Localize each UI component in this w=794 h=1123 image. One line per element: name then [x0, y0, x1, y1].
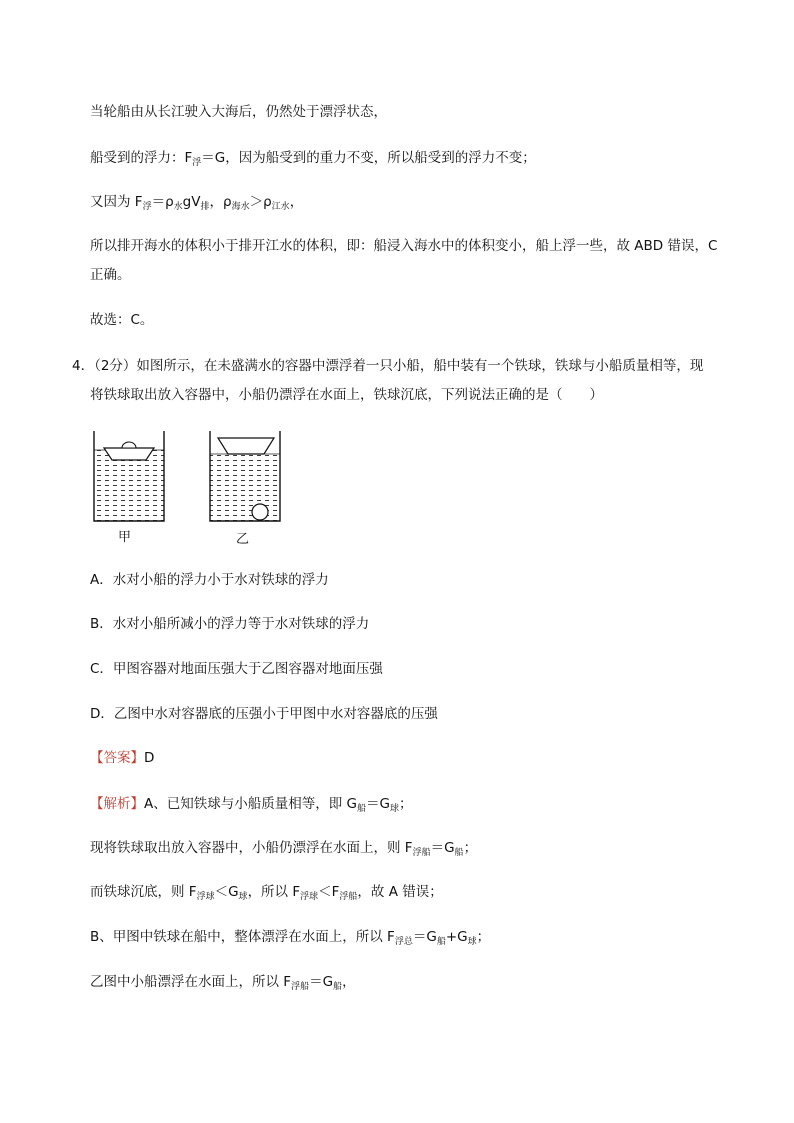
analysis-line-5: 乙图中小船漂浮在水面上，所以 $F_{浮船}=G_船$， [90, 974, 356, 992]
option-c: C．甲图容器对地面压强大于乙图容器对地面压强 [90, 661, 383, 677]
answer-tag: 【答案】 [90, 750, 144, 766]
figure-label-yi: 乙 [236, 532, 250, 547]
option-d: D．乙图中水对容器底的压强小于甲图中水对容器底的压强 [90, 706, 438, 722]
question-number: 4． [72, 358, 95, 374]
boat-jia [104, 448, 154, 460]
option-a: A．水对小船的浮力小于水对铁球的浮力 [90, 572, 329, 588]
analysis-line-2: 现将铁球取出放入容器中，小船仍漂浮在水面上，则 $F_{浮船}=G_船$； [90, 840, 478, 858]
solution-line-3: 又因为 $F_浮=\rho_水gV_排$，$\rho_{海水}>\rho_{江水}$， [90, 194, 304, 212]
solution-line-4: 所以排开海水的体积小于排开江水的体积，即：船浸入海水中的体积变小，船上浮一些，故 ABD 错误，C [90, 238, 718, 254]
option-b: B．水对小船所减小的浮力等于水对铁球的浮力 [90, 616, 370, 632]
water-jia [94, 450, 164, 521]
boat-yi [218, 438, 274, 454]
iron-ball-in-boat [122, 442, 136, 448]
iron-ball-sunk [252, 504, 268, 520]
solution-line-4-cont: 正确。 [90, 267, 131, 283]
analysis-line-4: B、甲图中铁球在船中，整体漂浮在水面上，所以 $F_{浮总}=G_船+G_球$； [90, 929, 491, 947]
analysis-line-3: 而铁球沉底，则 $F_{浮球}<G_球$，所以 $F_{浮球}<F_{浮船}$，故 A 错误； [90, 884, 443, 902]
answer-line [90, 748, 154, 768]
question-figure [88, 428, 288, 552]
question-line-2: 将铁球取出放入容器中，小船仍漂浮在水面上，铁球沉底，下列说法正确的是（ ） [90, 387, 603, 403]
question-line-1: 4．（2分）如图所示，在未盛满水的容器中漂浮着一只小船，船中装有一个铁球，铁球与小船质量相等，现 [72, 358, 704, 374]
analysis-line-1: 【解析】A、已知铁球与小船质量相等，即 $G_船=G_球$； [90, 796, 413, 814]
analysis-tag: 【解析】 [90, 796, 144, 812]
container-jia [94, 431, 164, 521]
solution-line-2: 船受到的浮力：$F_浮=G$，因为船受到的重力不变，所以船受到的浮力不变； [90, 150, 536, 168]
answer-value: D [144, 750, 155, 766]
figure-label-jia: 甲 [118, 530, 132, 545]
solution-conclusion: 故选：C。 [90, 312, 154, 328]
container-yi [210, 431, 280, 521]
solution-line-1: 当轮船由从长江驶入大海后，仍然处于漂浮状态， [90, 104, 387, 120]
water-yi [210, 454, 280, 521]
